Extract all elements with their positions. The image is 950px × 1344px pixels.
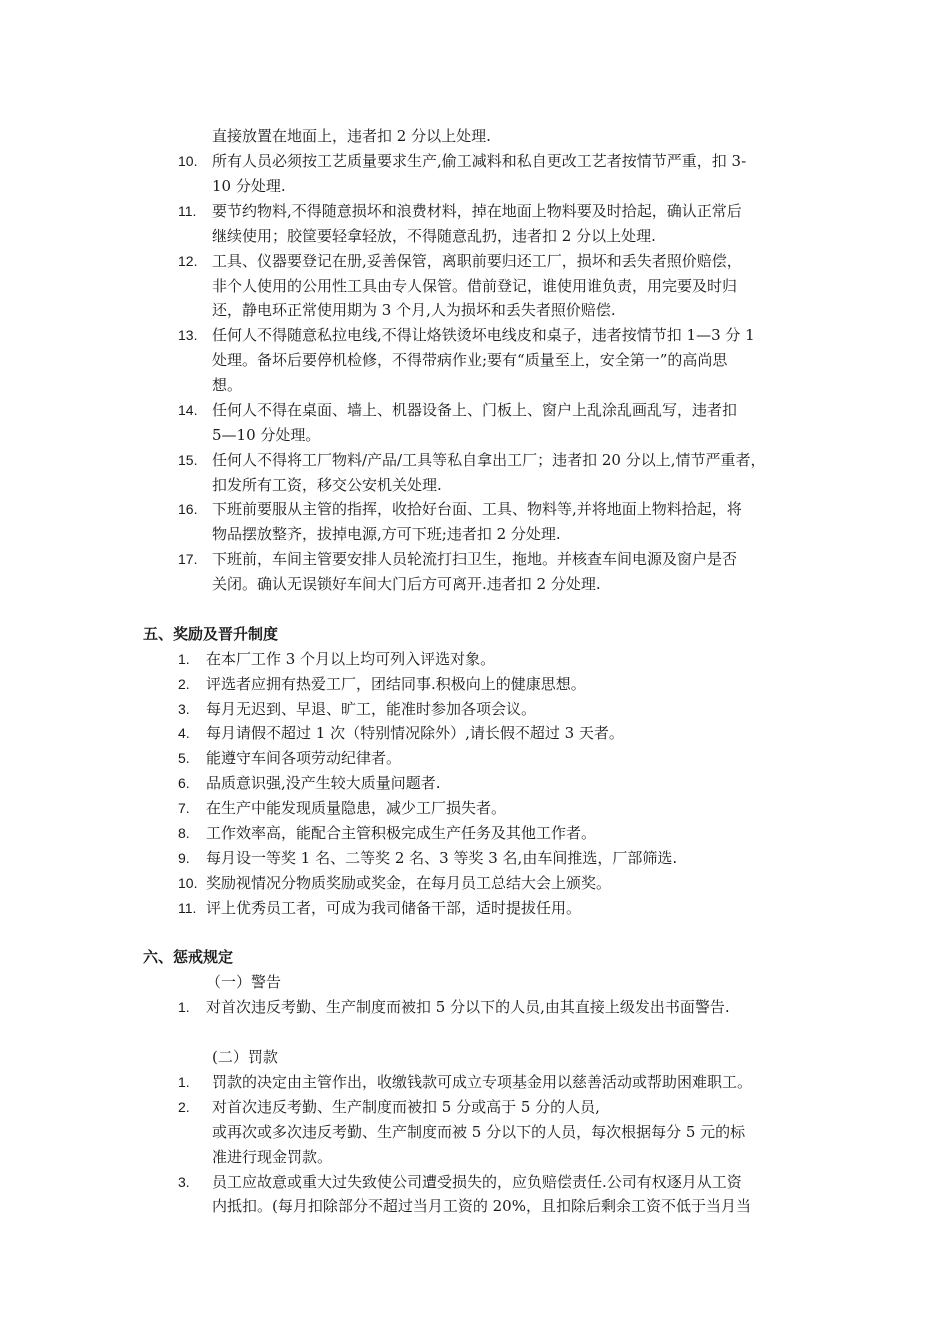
section-heading: 五、奖励及晋升制度: [143, 625, 279, 643]
list-item-number: 3.: [178, 701, 190, 717]
subsection-heading: （一）警告: [206, 973, 282, 991]
list-item-number: 3.: [178, 1174, 190, 1190]
list-item-number: 12.: [178, 253, 198, 269]
list-item-number: 11.: [178, 900, 197, 916]
list-item-line: 或再次或多次违反考勤、生产制度而被 5 分以下的人员，每次根据每分 5 元的标: [212, 1123, 746, 1141]
list-item-number: 6.: [178, 775, 190, 791]
list-item-number: 7.: [178, 800, 190, 816]
list-item-number: 14.: [178, 402, 198, 418]
list-item-line: 非个人使用的公用性工具由专人保管。借前登记，谁使用谁负责，用完要及时归: [212, 277, 738, 295]
list-item-number: 2.: [178, 676, 190, 692]
list-item-number: 13.: [178, 327, 198, 343]
list-item-line: 还，静电环正常使用期为 3 个月,人为损坏和丢失者照价赔偿.: [212, 301, 616, 319]
list-item-text: 对首次违反考勤、生产制度而被扣 5 分以下的人员,由其直接上级发出书面警告.: [206, 998, 730, 1016]
list-item-line: 处理。备坏后要停机检修，不得带病作业;要有“质量至上，安全第一”的高尚思: [212, 351, 728, 369]
list-item-text: 品质意识强,没产生较大质量问题者.: [206, 774, 441, 792]
list-item-number: 11.: [178, 203, 197, 219]
list-item-number: 1.: [178, 651, 190, 667]
list-item-number: 17.: [178, 551, 198, 567]
list-item-line: 对首次违反考勤、生产制度而被扣 5 分或高于 5 分的人员,: [212, 1098, 600, 1116]
list-item-line: 任何人不得将工厂物料/产品/工具等私自拿出工厂；违者扣 20 分以上,情节严重者，: [212, 451, 766, 469]
list-item-line: 直接放置在地面上，违者扣 2 分以上处理.: [212, 127, 491, 145]
list-item-number: 2.: [178, 1099, 190, 1115]
list-item-number: 9.: [178, 850, 190, 866]
list-item-line: 10 分处理.: [212, 177, 286, 195]
list-item-line: 员工应故意或重大过失致使公司遭受损失的，应负赔偿责任.公司有权逐月从工资: [212, 1173, 742, 1191]
list-item-text: 每月无迟到、早退、旷工，能准时参加各项会议。: [206, 700, 537, 718]
list-item-line: 准进行现金罚款。: [212, 1148, 333, 1166]
list-item-line: 物品摆放整齐，拔掉电源,方可下班;违者扣 2 分处理.: [212, 525, 561, 543]
list-item-number: 4.: [178, 725, 190, 741]
list-item-line: 要节约物料,不得随意损坏和浪费材料，掉在地面上物料要及时拾起，确认正常后: [212, 202, 742, 220]
list-item-number: 16.: [178, 501, 198, 517]
list-item-line: 关闭。确认无误锁好车间大门后方可离开.违者扣 2 分处理.: [212, 575, 601, 593]
list-item-number: 8.: [178, 825, 190, 841]
list-item-number: 10.: [178, 153, 198, 169]
list-item-number: 1.: [178, 1074, 190, 1090]
list-item-text: 能遵守车间各项劳动纪律者。: [206, 749, 402, 767]
list-item-text: 每月设一等奖 1 名、二等奖 2 名、3 等奖 3 名,由车间推选，厂部筛选.: [206, 849, 678, 867]
list-item-line: 罚款的决定由主管作出，收缴钱款可成立专项基金用以慈善活动或帮助困难职工。: [212, 1073, 753, 1091]
list-item-number: 1.: [178, 999, 190, 1015]
list-item-line: 所有人员必须按工艺质量要求生产,偷工减料和私自更改工艺者按情节严重，扣 3-: [212, 152, 747, 170]
list-item-text: 评上优秀员工者，可成为我司储备干部，适时提拔任用。: [206, 899, 582, 917]
list-item-line: 任何人不得在桌面、墙上、机器设备上、门板上、窗户上乱涂乱画乱写，违者扣: [212, 401, 738, 419]
list-item-line: 工具、仪器要登记在册,妥善保管，离职前要归还工厂，损坏和丢失者照价赔偿，: [212, 252, 742, 270]
list-item-text: 每月请假不超过 1 次（特别情况除外）,请长假不超过 3 天者。: [206, 724, 624, 742]
list-item-text: 奖励视情况分物质奖励或奖金，在每月员工总结大会上颁奖。: [206, 874, 612, 892]
list-item-line: 扣发所有工资，移交公安机关处理.: [212, 476, 442, 494]
list-item-line: 内抵扣。(每月扣除部分不超过当月工资的 20%，且扣除后剩余工资不低于当月当: [212, 1197, 751, 1215]
list-item-number: 15.: [178, 452, 198, 468]
list-item-text: 评选者应拥有热爱工厂，团结同事.积极向上的健康思想。: [206, 675, 586, 693]
list-item-text: 工作效率高，能配合主管积极完成生产任务及其他工作者。: [206, 824, 597, 842]
list-item-text: 在生产中能发现质量隐患，减少工厂损失者。: [206, 799, 507, 817]
section-heading: 六、惩戒规定: [143, 948, 234, 966]
list-item-text: 在本厂工作 3 个月以上均可列入评选对象。: [206, 650, 496, 668]
list-item-line: 想。: [212, 376, 243, 394]
list-item-line: 下班前，车间主管要安排人员轮流打扫卫生，拖地。并核查车间电源及窗户是否: [212, 550, 738, 568]
list-item-number: 10.: [178, 875, 198, 891]
list-item-line: 下班前要服从主管的指挥，收拾好台面、工具、物料等,并将地面上物料拾起，将: [212, 500, 742, 518]
list-item-line: 任何人不得随意私拉电线,不得让烙铁烫坏电线皮和桌子，违者按情节扣 1—3 分 1: [212, 326, 755, 344]
list-item-line: 5—10 分处理。: [212, 426, 321, 444]
subsection-heading: (二）罚款: [212, 1048, 278, 1066]
list-item-number: 5.: [178, 750, 190, 766]
list-item-line: 继续使用；胶筐要轻拿轻放，不得随意乱扔，违者扣 2 分以上处理.: [212, 227, 656, 245]
